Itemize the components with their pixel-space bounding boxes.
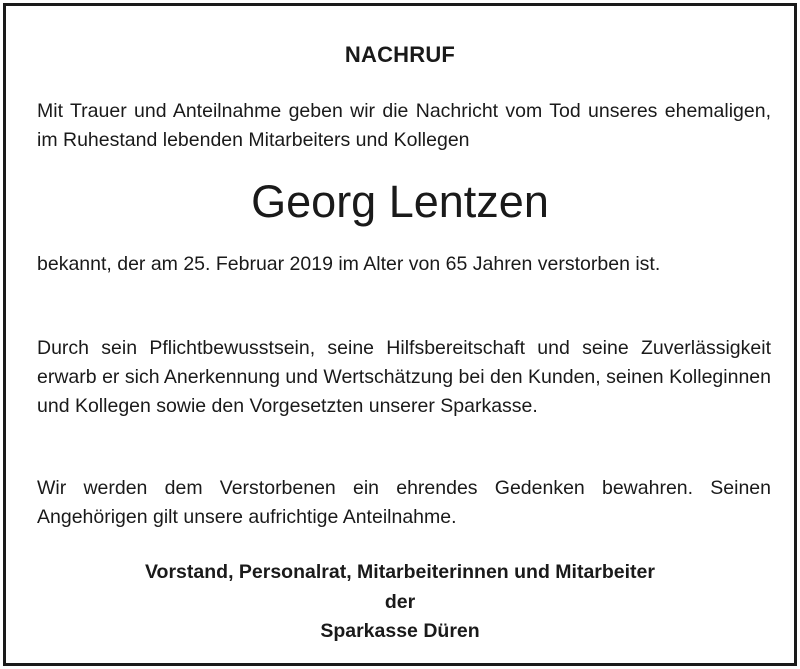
death-date-paragraph: bekannt, der am 25. Februar 2019 im Alter von 65 Jahren verstorben ist.	[37, 253, 661, 275]
signature-line-3: Sparkasse Düren	[320, 620, 480, 642]
tribute-paragraph: Durch sein Pflichtbewusstsein, seine Hilfsbereitschaft und seine Zuverlässigkeit erwarb er sich Anerkennung und Wertschätzung bei den Kunden, seinen Kolleginnen und Kollegen sowie den Vorgesetzten unserer Sparkasse.	[37, 337, 771, 417]
signature-line-1: Vorstand, Personalrat, Mitarbeiterinnen und Mitarbeiter	[145, 561, 655, 583]
notice-heading: NACHRUF	[344, 42, 456, 67]
deceased-name: Georg Lentzen	[251, 176, 549, 227]
remembrance-paragraph: Wir werden dem Verstorbenen ein ehrendes Gedenken bewahren. Seinen Angehörigen gilt unsere aufrichtige Anteilnahme.	[37, 477, 771, 528]
intro-text: Mit Trauer und Anteilnahme geben wir die Nachricht vom Tod unseres ehemaligen, im Ruhestand lebenden Mitarbeiters und Kollegen	[37, 100, 771, 151]
obituary-notice	[3, 3, 797, 666]
signature-line-2: der	[384, 591, 416, 613]
